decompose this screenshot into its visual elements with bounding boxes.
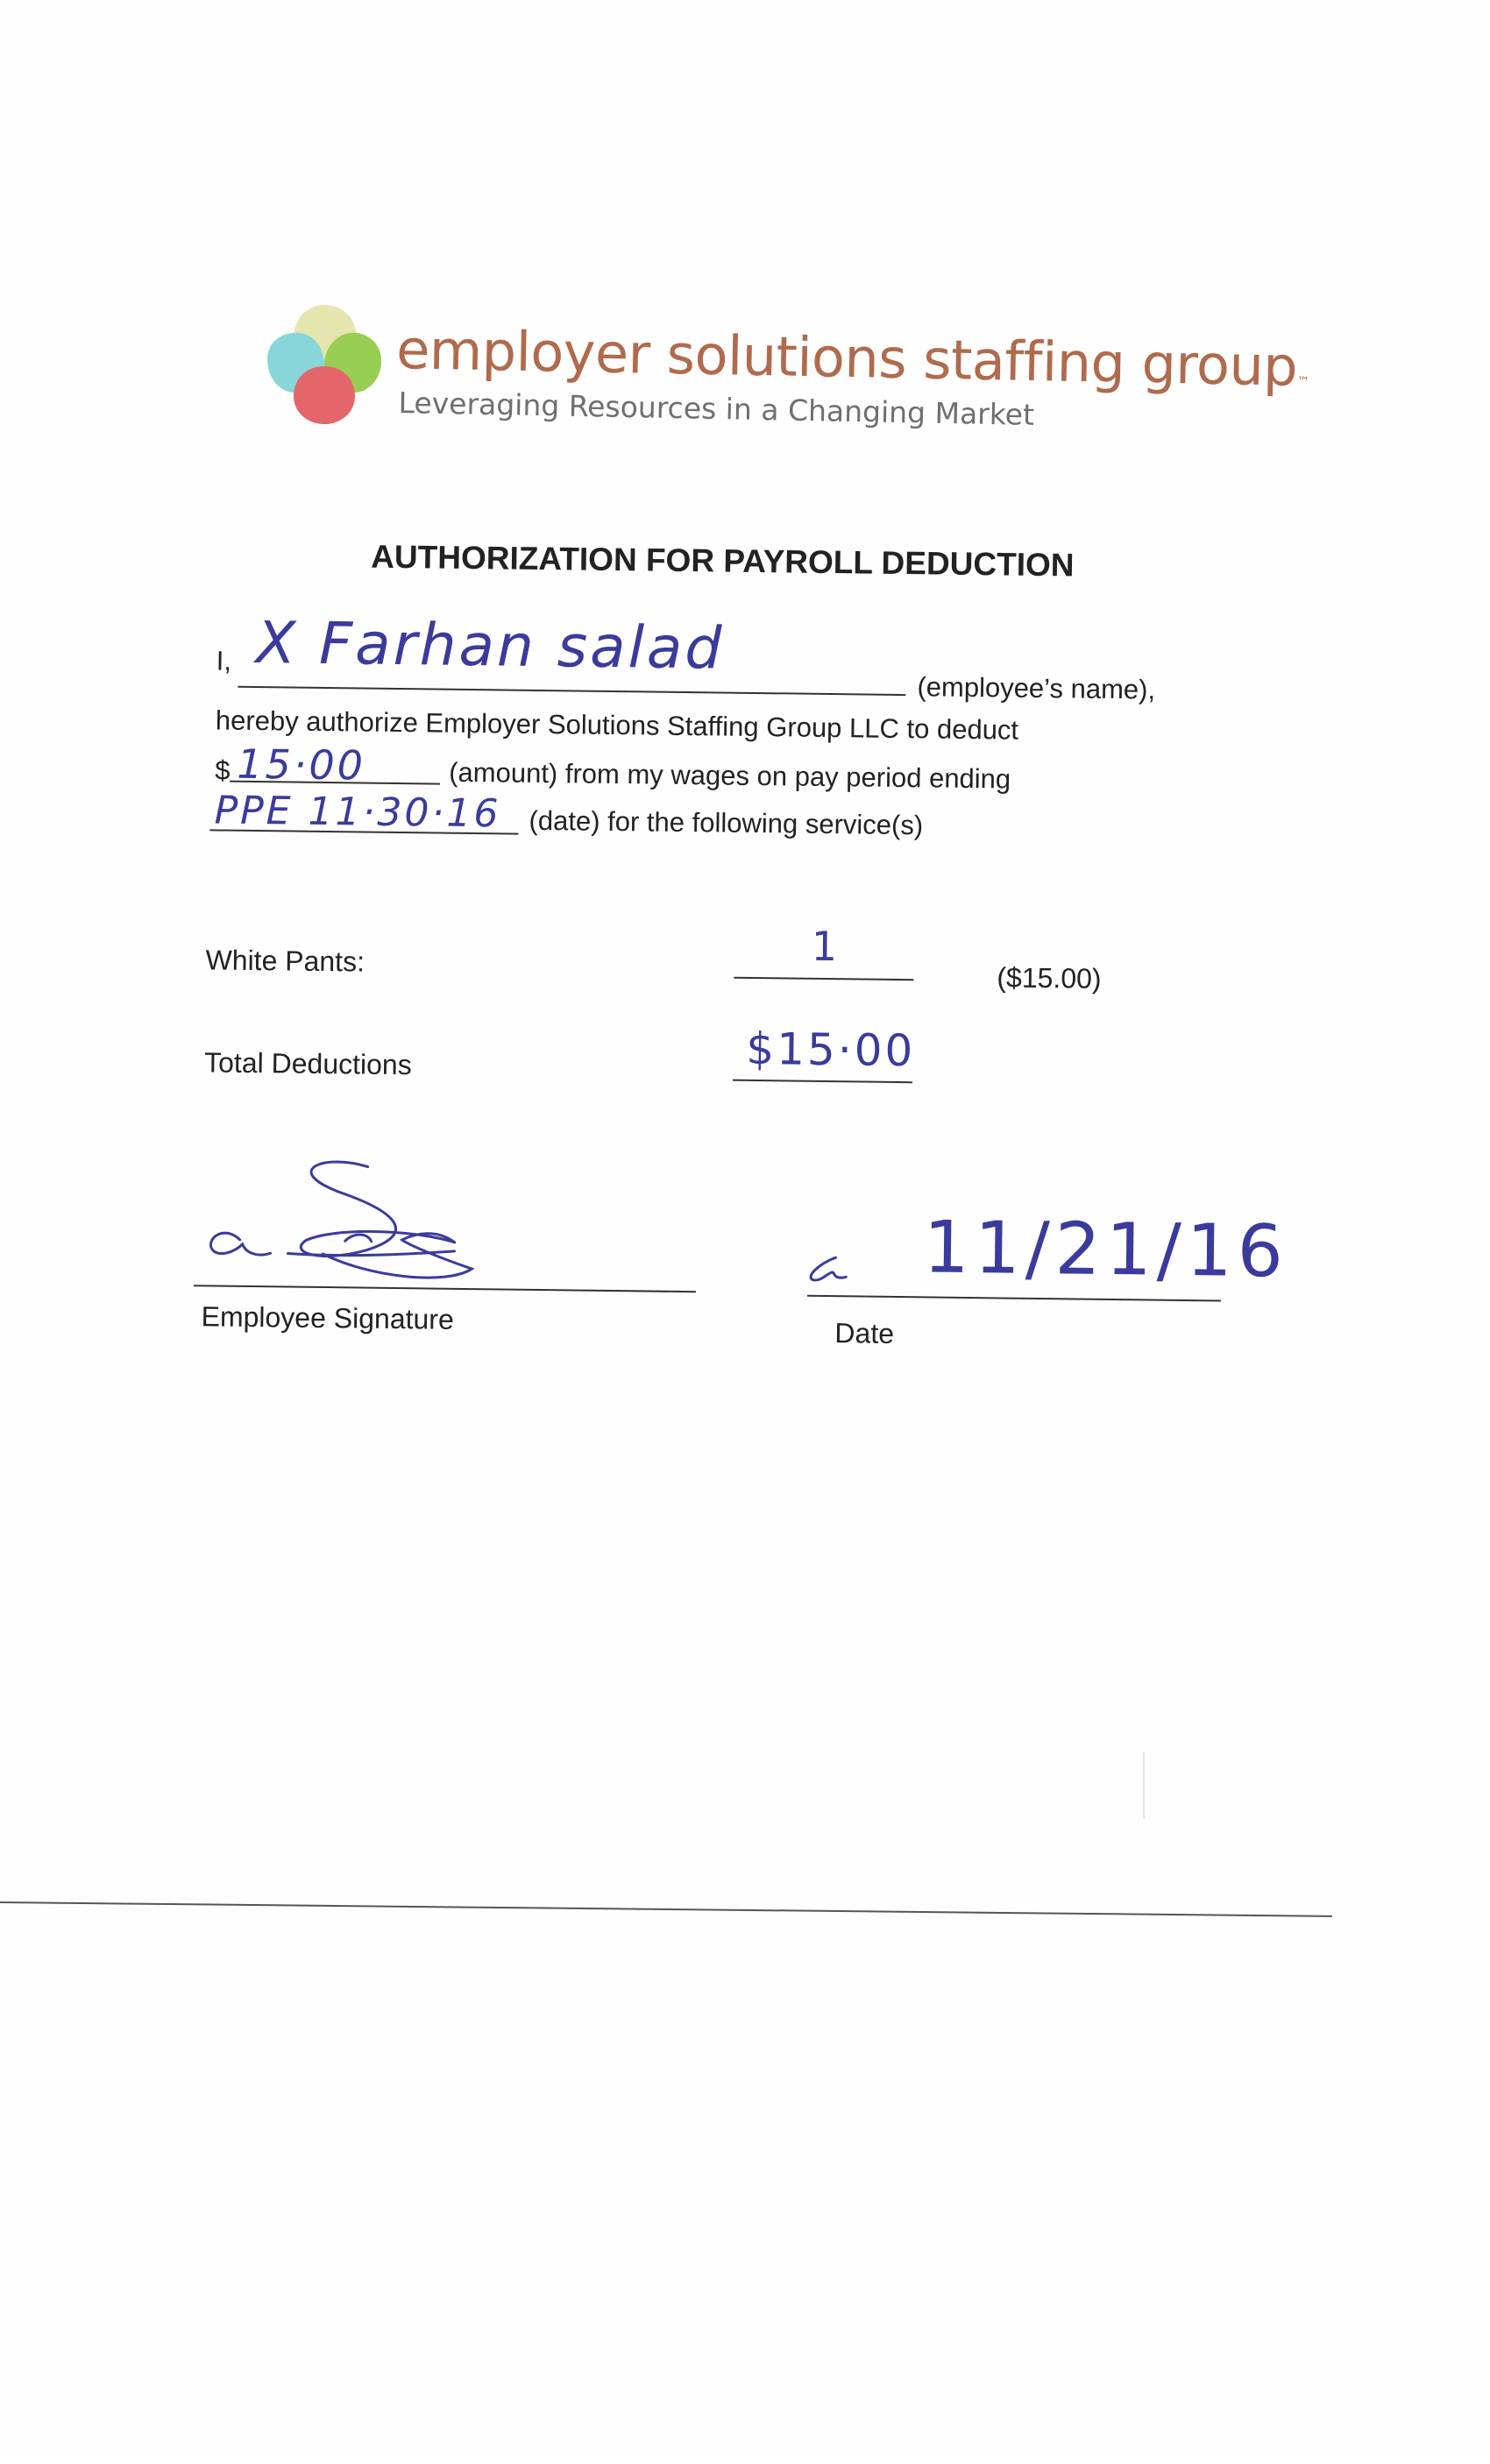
amount-prefix: $ bbox=[215, 754, 231, 786]
form-title: AUTHORIZATION FOR PAYROLL DEDUCTION bbox=[370, 538, 1075, 584]
item-quantity-handwritten: 1 bbox=[811, 922, 841, 971]
item-price: ($15.00) bbox=[997, 961, 1102, 995]
pay-period-handwritten: PPE 11·30·16 bbox=[214, 788, 501, 837]
authorize-text: hereby authorize Employer Solutions Staffing Group LLC to deduct bbox=[215, 705, 1019, 746]
date-handwritten: 11/21/16 bbox=[923, 1206, 1289, 1294]
employee-name-handwritten: X Farhan salad bbox=[255, 609, 725, 683]
name-prefix: I, bbox=[216, 645, 232, 676]
total-value-handwritten: $15·00 bbox=[746, 1023, 916, 1077]
scan-artifact bbox=[1143, 1752, 1145, 1818]
amount-handwritten: 15·00 bbox=[236, 740, 366, 789]
trademark-symbol: ™ bbox=[1296, 374, 1309, 389]
total-line bbox=[733, 1080, 912, 1084]
company-tagline: Leveraging Resources in a Changing Market bbox=[398, 386, 1035, 432]
total-label: Total Deductions bbox=[203, 1046, 412, 1081]
signature-label: Employee Signature bbox=[201, 1300, 454, 1335]
name-suffix: (employee’s name), bbox=[917, 671, 1156, 705]
employee-name-line bbox=[238, 686, 905, 696]
amount-suffix: (amount) from my wages on pay period ending bbox=[449, 756, 1011, 795]
date-initial-mark bbox=[800, 1247, 854, 1292]
date-suffix: (date) for the following service(s) bbox=[529, 804, 924, 841]
item-quantity-line bbox=[734, 977, 913, 981]
date-label: Date bbox=[834, 1317, 895, 1349]
item-label: White Pants: bbox=[205, 944, 365, 978]
date-line bbox=[807, 1295, 1221, 1302]
company-name-text: employer solutions staffing group bbox=[395, 317, 1298, 399]
employee-signature-image bbox=[191, 1143, 587, 1296]
